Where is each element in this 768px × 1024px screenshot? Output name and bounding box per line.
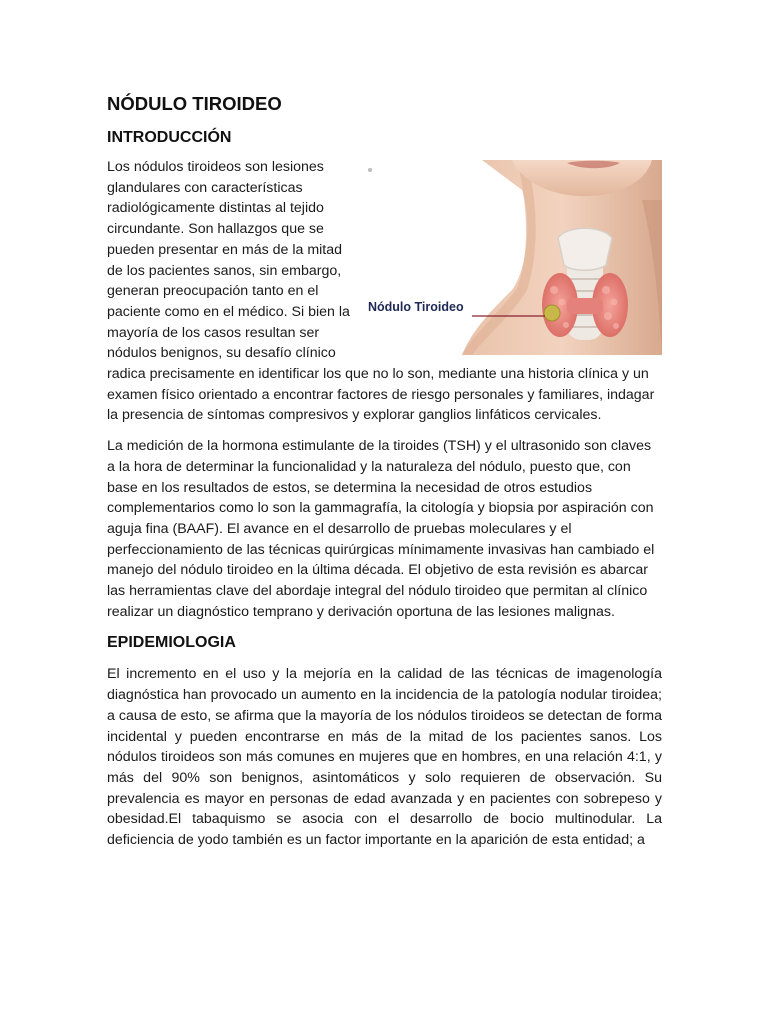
intro-heading: INTRODUCCIÓN: [107, 129, 232, 146]
document-page: [107, 90, 662, 851]
intro-paragraph-2: La medición de la hormona estimulante de la tiroides (TSH) y el ultrasonido son claves a la hora de determinar la funcionalidad y la naturaleza del nódulo, puesto que, con base en los resultados de estos, se determina la necesidad de otros estudios complementarios como lo son la gammagrafía, la citología y biopsia por aspiración con aguja fina (BAAF). El avance en el desarrollo de pruebas moleculares y el perfeccionamiento de las técnicas quirúrgicas mínimamente invasivas han cambiado el manejo del nódulo tiroideo en la última década. El objetivo de esta revisión es abarcar las herramientas clave del abordaje integral del nódulo tiroideo que permitan al clínico realizar un diagnóstico temprano y derivación oportuna de las lesiones malignas.: [107, 438, 655, 620]
epidemiology-paragraph-1: El incremento en el uso y la mejoría en la calidad de las técnicas de imagenología diagnóstica han provocado un aumento en la incidencia de la patología nodular tiroidea; a causa de esto, se afirma que la mayoría de los nódulos tiroideos se detectan de forma incidental y pueden encontrarse en más de la mitad de los pacientes sanos. Los nódulos tiroideos son más comunes en mujeres que en hombres, en una relación 4:1, y más del 90% son benignos, asintomáticos y solo requieren de observación. Su prevalencia es mayor en personas de edad avanzada y en pacientes con sobrepeso y obesidad.El tabaquismo se asocia con el desarrollo de bocio multinodular. La deficiencia de yodo también es un factor importante en la aparición de esta entidad; a: [107, 666, 662, 849]
intro-paragraph-1: Los nódulos tiroideos son lesiones glandulares con características radiológicamente distintas al tejido circundante. Son hallazgos que se pueden presentar en más de la mitad de los pacientes sanos, sin embargo, generan preocupación tanto en el paciente como en el médico. Si bien la mayoría de los casos resultan ser nódulos benignos, su desafío clínico radica precisamente en identificar los que no lo son, mediante una historia clínica y un examen físico orientado a encontrar factores de riesgo personales y familiares, indagar la presencia de síntomas compresivos y explorar ganglios linfáticos cervicales.: [107, 159, 655, 424]
figure-label: Nódulo Tiroideo: [368, 300, 464, 314]
epidemiology-heading: EPIDEMIOLOGIA: [107, 634, 236, 652]
thyroid-figure: [362, 160, 662, 355]
document-title: NÓDULO TIROIDEO: [107, 93, 282, 114]
neck-thyroid-illustration-icon: [362, 160, 662, 355]
